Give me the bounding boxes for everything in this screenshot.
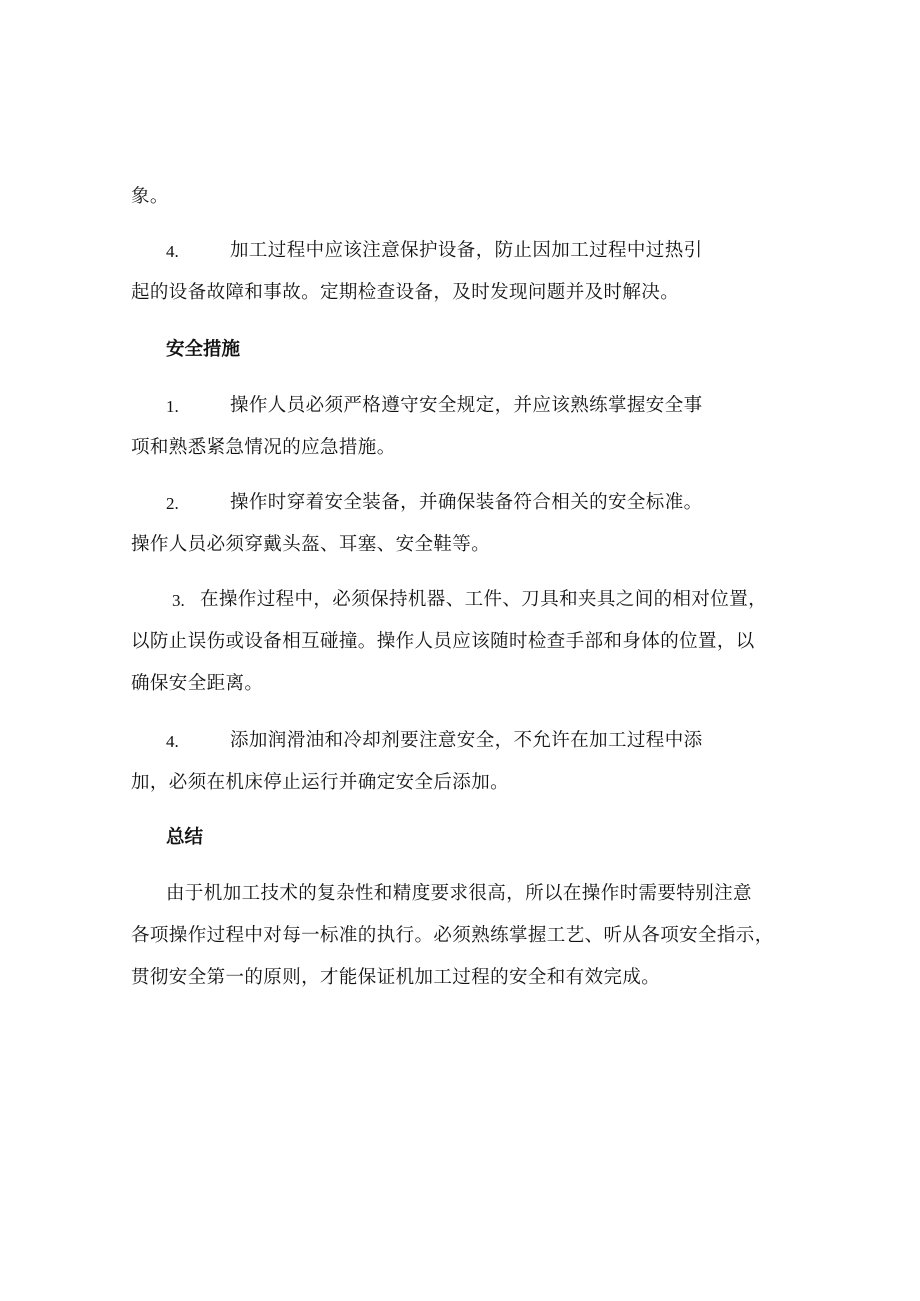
list-item-text: 操作人员必须严格遵守安全规定，并应该熟练掌握安全事 <box>230 395 703 416</box>
list-item-text-continued: 项和熟悉紧急情况的应急措施。 <box>131 437 396 458</box>
list-item-number: 4. <box>166 242 179 261</box>
list-item-number: 4. <box>166 732 179 751</box>
summary-paragraph-line: 由于机加工技术的复杂性和精度要求很高，所以在操作时需要特别注意 <box>166 883 752 904</box>
list-item-text-continued: 加，必须在机床停止运行并确定安全后添加。 <box>131 772 510 793</box>
list-item-text: 加工过程中应该注意保护设备，防止因加工过程中过热引 <box>230 240 703 261</box>
summary-paragraph-line: 贯彻安全第一的原则，才能保证机加工过程的安全和有效完成。 <box>131 967 661 988</box>
section-heading-safety: 安全措施 <box>166 339 241 360</box>
summary-paragraph-line: 各项操作过程中对每一标准的执行。必须熟练掌握工艺、听从各项安全指示， <box>131 925 774 946</box>
list-item-text-continued: 以防止误伤或设备相互碰撞。操作人员应该随时检查手部和身体的位置，以 <box>131 631 755 652</box>
list-item-number: 3. <box>172 591 185 610</box>
list-item-text: 在操作过程中，必须保持机器、工件、刀具和夹具之间的相对位置， <box>200 589 768 610</box>
list-item-text-continued: 操作人员必须穿戴头盔、耳塞、安全鞋等。 <box>131 534 491 555</box>
list-item-text: 添加润滑油和冷却剂要注意安全，不允许在加工过程中添 <box>230 730 703 751</box>
section-heading-summary: 总结 <box>166 827 204 848</box>
list-item-number: 2. <box>166 494 179 513</box>
list-item-text: 操作时穿着安全装备，并确保装备符合相关的安全标准。 <box>230 492 703 513</box>
list-item-number: 1. <box>166 397 179 416</box>
list-item-text-continued: 起的设备故障和事故。定期检查设备，及时发现问题并及时解决。 <box>131 282 680 303</box>
paragraph-fragment: 象。 <box>131 186 169 207</box>
list-item-text-continued: 确保安全距离。 <box>131 673 264 694</box>
